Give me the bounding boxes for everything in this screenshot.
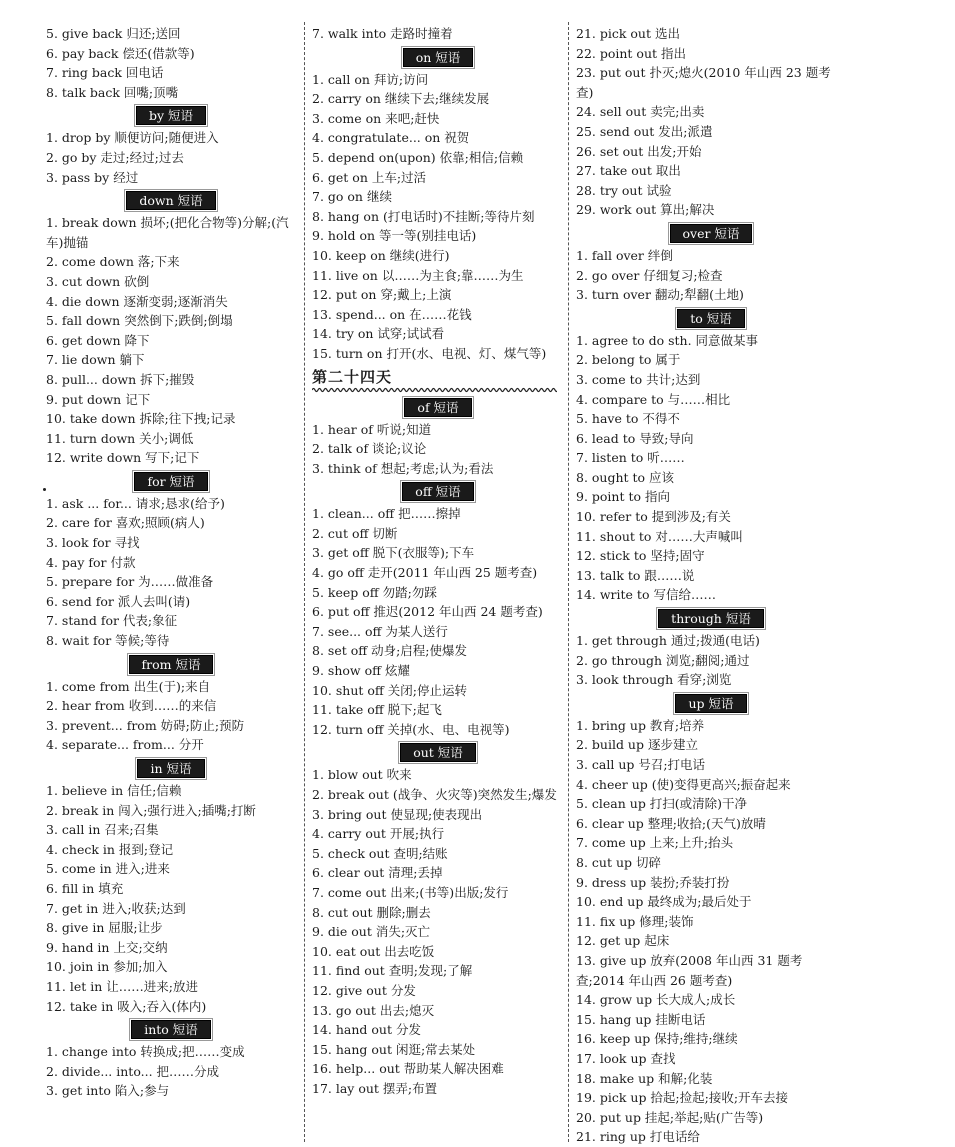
phrase-entry: 9. point to 指向: [576, 489, 670, 505]
phrase-entry: 2. come down 落;下来: [46, 254, 180, 270]
section-header: [46, 654, 296, 674]
phrase-entry: 2. carry on 继续下去;继续发展: [312, 91, 490, 107]
phrase-entry: 8. give in 屈服;让步: [46, 920, 163, 936]
phrase-entry: 26. set out 出发;开始: [576, 143, 702, 159]
section-header-label: into 短语: [131, 1020, 211, 1039]
phrase-entry: 14. try on 试穿;试试看: [312, 326, 445, 342]
phrase-entry: 29. work out 算出;解决: [576, 202, 715, 218]
phrase-entry: 7. get in 进入;收获;达到: [46, 900, 186, 916]
phrase-entry: 11. let in 让……进来;放进: [46, 978, 198, 994]
phrase-entry: 3. turn over 翻动;犁翻(土地): [576, 287, 744, 303]
phrase-entry: 6. send for 派人去叫(请): [46, 593, 191, 609]
phrase-entry: 20. put up 挂起;举起;贴(广告等): [576, 1109, 764, 1125]
phrase-entry: 6. fill in 填充: [46, 880, 124, 896]
phrase-entry: 24. sell out 卖完;出卖: [576, 104, 705, 120]
phrase-entry: 7. listen to 听……: [576, 450, 685, 466]
phrase-entry: 18. make up 和解;化装: [576, 1070, 713, 1086]
phrase-entry: 4. check in 报到;登记: [46, 841, 174, 857]
phrase-entry: 17. look up 查找: [576, 1050, 676, 1066]
phrase-entry: 12. get up 起床: [576, 933, 670, 949]
phrase-entry: 5. prepare for 为……做准备: [46, 574, 214, 590]
section-header-label: of 短语: [404, 398, 471, 417]
day-heading: 第二十四天: [312, 367, 393, 386]
phrase-entry: 4. pay for 付款: [46, 554, 136, 570]
phrase-entry: 27. take out 取出: [576, 163, 681, 179]
phrase-entry: 10. shut off 关闭;停止运转: [312, 682, 467, 698]
phrase-entry: 4. separate... from... 分开: [46, 737, 204, 753]
phrase-entry: 4. cheer up (使)变得更高兴;振奋起来: [576, 776, 791, 792]
phrase-entry: 7. ring back 回电话: [46, 65, 164, 81]
phrase-entry: 3. look for 寻找: [46, 535, 140, 551]
phrase-entry: 15. hang up 挂断电话: [576, 1011, 706, 1027]
phrase-entry: 12. write down 写下;记下: [46, 450, 200, 466]
phrase-entry: 14. hand out 分发: [312, 1022, 421, 1038]
phrase-entry: 1. blow out 吹来: [312, 767, 412, 783]
phrase-entry: 2. talk of 谈论;议论: [312, 441, 427, 457]
phrase-entry: 5. come in 进入;进来: [46, 861, 170, 877]
phrase-entry: 14. grow up 长大成人;成长: [576, 992, 736, 1008]
section-header: [576, 308, 846, 328]
phrase-entry: 10. take down 拆除;往下拽;记录: [46, 411, 236, 427]
phrase-entry: 12. stick to 坚持;固守: [576, 548, 705, 564]
phrase-entry: 3. look through 看穿;浏览: [576, 672, 732, 688]
phrase-entry: 9. dress up 装扮;乔装打扮: [576, 874, 730, 890]
phrase-entry: 8. set off 动身;启程;使爆发: [312, 643, 468, 659]
phrase-entry: 5. clean up 打扫(或清除)干净: [576, 796, 748, 812]
section-header: [312, 742, 564, 762]
phrase-entry: 13. give up 放弃(2008 年山西 31 题考查;2014 年山西 26 题考查): [576, 952, 803, 988]
section-header-label: in 短语: [137, 759, 204, 778]
phrase-entry: 4. go off 走开(2011 年山西 25 题考查): [312, 565, 538, 581]
phrase-entry: 9. put down 记下: [46, 391, 151, 407]
phrase-entry: 13. talk to 跟……说: [576, 567, 695, 583]
phrase-entry: 3. call in 召来;召集: [46, 822, 159, 838]
phrase-entry: 21. pick out 选出: [576, 26, 680, 41]
phrase-entry: 8. wait for 等候;等待: [46, 633, 170, 649]
phrase-entry: 7. come up 上来;上升;抬头: [576, 835, 734, 851]
phrase-entry: 1. change into 转换成;把……变成: [46, 1044, 245, 1060]
phrase-entry: 11. find out 查明;发现;了解: [312, 963, 473, 979]
phrase-entry: 3. prevent... from 妨碍;防止;预防: [46, 717, 245, 733]
section-header: [312, 397, 564, 417]
section-header: [312, 47, 564, 67]
phrase-entry: 2. divide... into... 把……分成: [46, 1063, 220, 1079]
phrase-entry: 10. keep on 继续(进行): [312, 247, 450, 263]
section-header: [576, 693, 846, 713]
phrase-entry: 19. pick up 拾起;捡起;接收;开车去接: [576, 1090, 789, 1106]
phrase-entry: 5. keep off 勿踏;勿踩: [312, 584, 437, 600]
phrase-entry: 1. ask ... for... 请求;恳求(给予): [46, 495, 225, 511]
section-header-label: for 短语: [134, 472, 207, 491]
phrase-entry: 1. drop by 顺便访问;随便进入: [46, 130, 219, 146]
phrase-entry: 6. put off 推迟(2012 年山西 24 题考查): [312, 604, 543, 620]
phrase-entry: 25. send out 发出;派遣: [576, 123, 713, 139]
phrase-entry: 1. agree to do sth. 同意做某事: [576, 332, 759, 348]
phrase-entry: 7. stand for 代表;象征: [46, 613, 178, 629]
phrase-entry: 5. depend on(upon) 依靠;相信;信赖: [312, 149, 524, 165]
phrase-entry: 11. fix up 修理;装饰: [576, 913, 694, 929]
phrase-entry: 2. cut off 切断: [312, 525, 398, 541]
phrase-entry: 17. lay out 摆弄;布置: [312, 1080, 438, 1096]
phrase-entry: 7. walk into 走路时撞着: [312, 26, 453, 41]
phrase-entry: 12. put on 穿;戴上;上演: [312, 287, 452, 303]
section-header-label: by 短语: [136, 106, 206, 125]
phrase-entry: 3. come to 共计;达到: [576, 371, 701, 387]
phrase-entry: 7. lie down 躺下: [46, 352, 145, 368]
phrase-entry: 10. end up 最终成为;最后处于: [576, 894, 752, 910]
phrase-entry: 15. hang out 闲逛;常去某处: [312, 1041, 476, 1057]
phrase-entry: 5. give back 归还;送回: [46, 26, 181, 41]
phrase-entry: 23. put out 扑灭;熄火(2010 年山西 23 题考查): [576, 65, 831, 100]
phrase-entry: 5. fall down 突然倒下;跌倒;倒塌: [46, 313, 233, 329]
section-header: [46, 1019, 296, 1039]
phrase-entry: 4. carry out 开展;执行: [312, 826, 445, 842]
phrase-entry: 1. clean... off 把……擦掉: [312, 506, 461, 522]
phrase-entry: 10. refer to 提到涉及;有关: [576, 509, 731, 525]
phrase-entry: 22. point out 指出: [576, 45, 686, 61]
phrase-entry: 11. turn down 关小;调低: [46, 430, 194, 446]
section-header: [46, 471, 296, 491]
phrase-entry: 8. cut up 切碎: [576, 854, 661, 870]
phrase-entry: 28. try out 试验: [576, 182, 672, 198]
section-header-label: from 短语: [129, 655, 214, 674]
phrase-entry: 6. lead to 导致;导向: [576, 430, 694, 446]
phrase-entry: 6. clear out 清理;丢掉: [312, 865, 443, 881]
phrase-entry: 7. go on 继续: [312, 189, 392, 205]
phrase-entry: 8. ought to 应该: [576, 469, 675, 485]
phrase-entry: 9. show off 炫耀: [312, 663, 410, 679]
phrase-entry: 9. hold on 等一等(别挂电话): [312, 228, 477, 244]
phrase-entry: 5. check out 查明;结账: [312, 845, 448, 861]
phrase-entry: 2. break in 闯入;强行进入;插嘴;打断: [46, 802, 256, 818]
phrase-entry: 7. see... off 为某人送行: [312, 623, 448, 639]
column-divider: [568, 22, 569, 1142]
phrase-entry: 12. take in 吸入;吞入(体内): [46, 998, 207, 1014]
phrase-entry: 8. hang on (打电话时)不挂断;等待片刻: [312, 208, 535, 224]
phrase-entry: 2. belong to 属于: [576, 352, 681, 368]
wavy-underline: [312, 387, 557, 393]
section-header-label: off 短语: [402, 482, 473, 501]
phrase-entry: 1. call on 拜访;访问: [312, 71, 429, 87]
section-header-label: out 短语: [400, 743, 476, 762]
phrase-entry: 11. live on 以……为主食;靠……为生: [312, 267, 524, 283]
phrase-entry: 2. break out (战争、火灾等)突然发生;爆发: [312, 787, 557, 802]
phrase-entry: 1. hear of 听说;知道: [312, 421, 432, 437]
phrase-entry: 10. join in 参加;加入: [46, 959, 168, 975]
phrase-entry: 1. believe in 信任;信赖: [46, 783, 182, 798]
phrase-entry: 3. get into 陷入;参与: [46, 1083, 170, 1099]
phrase-entry: 11. shout to 对……大声喊叫: [576, 528, 743, 544]
column-1: [46, 24, 296, 1101]
phrase-entry: 2. go over 仔细复习;检查: [576, 267, 723, 283]
section-header: [312, 481, 564, 501]
phrase-entry: 3. get off 脱下(衣服等);下车: [312, 545, 475, 561]
phrase-entry: 9. hand in 上交;交纳: [46, 939, 168, 955]
phrase-entry: 7. come out 出来;(书等)出版;发行: [312, 884, 509, 900]
phrase-entry: 4. congratulate... on 祝贺: [312, 130, 470, 146]
phrase-entry: 2. care for 喜欢;照顾(病人): [46, 515, 205, 531]
phrase-entry: 13. go out 出去;熄灭: [312, 1002, 435, 1018]
phrase-entry: 8. pull... down 拆下;摧毁: [46, 371, 195, 387]
section-header: [576, 223, 846, 243]
phrase-entry: 12. turn off 关掉(水、电、电视等): [312, 721, 510, 737]
section-header-label: over 短语: [670, 224, 753, 243]
phrase-entry: 6. get on 上车;过活: [312, 169, 427, 185]
phrase-entry: 1. get through 通过;拨通(电话): [576, 633, 760, 649]
phrase-entry: 2. hear from 收到……的来信: [46, 698, 217, 714]
phrase-entry: 3. call up 号召;打电话: [576, 757, 706, 772]
phrase-entry: 8. cut out 删除;删去: [312, 904, 431, 920]
section-header-label: up 短语: [675, 694, 746, 713]
phrase-entry: 13. spend... on 在……花钱: [312, 306, 472, 322]
section-header: [576, 608, 846, 628]
phrase-entry: 12. give out 分发: [312, 982, 416, 998]
phrase-entry: 16. keep up 保持;维持;继续: [576, 1031, 738, 1047]
section-header: [46, 190, 296, 210]
phrase-entry: 15. turn on 打开(水、电视、灯、煤气等): [312, 345, 547, 361]
phrase-entry: 6. get down 降下: [46, 332, 150, 348]
phrase-entry: 6. clear up 整理;收拾;(天气)放晴: [576, 815, 766, 831]
phrase-entry: 16. help... out 帮助某人解决困难: [312, 1061, 504, 1077]
phrase-entry: 10. eat out 出去吃饭: [312, 943, 435, 959]
phrase-entry: 1. come from 出生(于);来自: [46, 678, 211, 694]
phrase-entry: 3. think of 想起;考虑;认为;看法: [312, 460, 494, 476]
phrase-entry: 6. pay back 偿还(借款等): [46, 45, 195, 61]
phrase-entry: 3. come on 来吧;赶快: [312, 110, 440, 126]
section-header: [46, 758, 296, 778]
column-divider: [304, 22, 305, 1142]
phrase-entry: 1. break down 损坏;(把化合物等)分解;(汽车)抛锚: [46, 215, 289, 250]
phrase-entry: 4. die down 逐渐变弱;逐渐消失: [46, 293, 228, 309]
phrase-entry: 9. die out 消失;灭亡: [312, 924, 431, 940]
phrase-entry: 3. pass by 经过: [46, 169, 139, 185]
phrase-entry: 5. have to 不得不: [576, 411, 680, 427]
phrase-entry: 11. take off 脱下;起飞: [312, 702, 442, 718]
phrase-entry: 3. bring out 使显现;使表现出: [312, 806, 483, 822]
phrase-entry: 14. write to 写信给……: [576, 587, 716, 603]
section-header: [46, 105, 296, 125]
column-3: [576, 24, 846, 1147]
section-header-label: on 短语: [403, 48, 474, 67]
phrase-entry: 4. compare to 与……相比: [576, 391, 731, 407]
section-header-label: to 短语: [677, 309, 745, 328]
section-header-label: down 短语: [126, 191, 215, 210]
phrase-entry: 21. ring up 打电话给: [576, 1129, 700, 1145]
section-header-label: through 短语: [658, 609, 764, 628]
phrase-entry: 1. bring up 教育;培养: [576, 717, 705, 733]
phrase-entry: 2. build up 逐步建立: [576, 737, 698, 753]
column-2: [312, 24, 564, 1099]
phrase-entry: 1. fall over 绊倒: [576, 247, 673, 263]
phrase-entry: 2. go by 走过;经过;过去: [46, 149, 184, 165]
phrase-entry: 2. go through 浏览;翻阅;通过: [576, 652, 750, 668]
phrase-entry: 8. talk back 回嘴;顶嘴: [46, 84, 179, 100]
phrase-entry: 3. cut down 砍倒: [46, 273, 150, 289]
